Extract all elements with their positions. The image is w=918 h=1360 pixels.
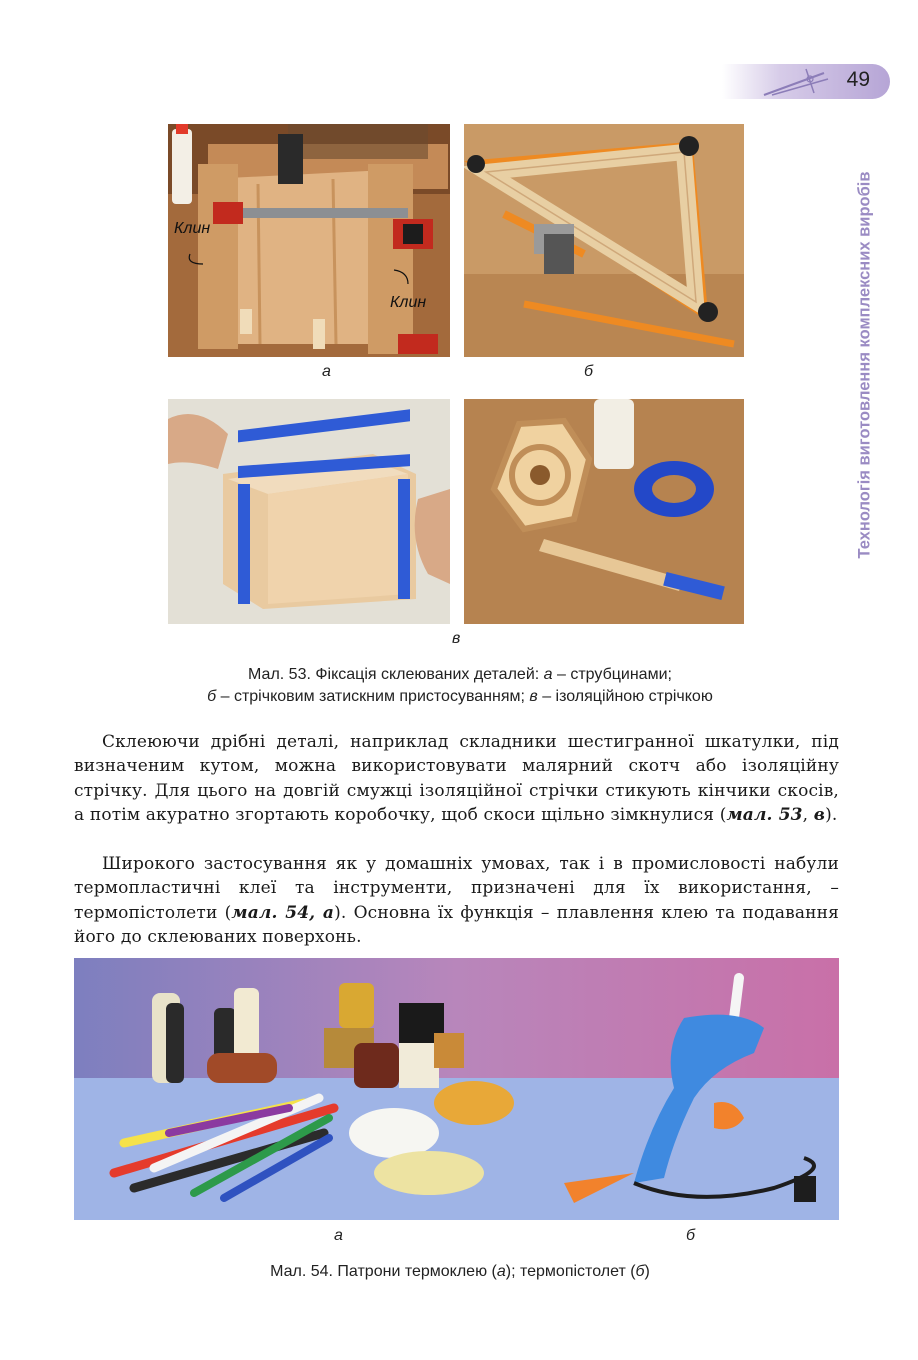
figure54-sub-b: б xyxy=(686,1227,695,1244)
figure53-sub-a: а xyxy=(322,363,331,380)
photo-strap-clamp xyxy=(464,124,744,357)
figure53-caption-line2: б – стрічковим затискним пристосуванням; в – ізоляційною стрічкою xyxy=(207,688,713,705)
photo-glue-sticks-and-gun xyxy=(74,958,839,1220)
photo-box-tape xyxy=(168,399,450,624)
drafting-tools-icon xyxy=(762,67,832,97)
figure54-sub-a: а xyxy=(334,1227,343,1244)
photo-clamp-gluing xyxy=(168,124,450,357)
figure54-caption: Мал. 54. Патрони термоклею (а); термопістолет (б) xyxy=(270,1263,650,1280)
photo-hexagon-box xyxy=(464,399,744,624)
paragraph-2: Широкого застосування як у домашніх умовах, так і в промисловості набули термопластичні клеї та інструменти, призначені для їх використання, – термопістолети (мал. 54, а). Основна їх функція – плавлення клею та подавання його до склеюваних поверхонь. xyxy=(74,854,840,947)
page-number-tab xyxy=(722,64,890,99)
chapter-side-title-text: Технологія виготовлення комплексних виробів xyxy=(855,171,874,559)
label-wedge-1: Клин xyxy=(174,220,211,237)
figure53-caption-line1: Мал. 53. Фіксація склеюваних деталей: а – струбцинами; xyxy=(248,666,672,683)
page-number: 49 xyxy=(846,68,870,91)
label-wedge-2: Клин xyxy=(390,294,427,311)
chapter-side-title xyxy=(845,130,885,600)
figure53-caption xyxy=(110,664,810,708)
paragraph-1: Склеюючи дрібні деталі, наприклад складники шестигранної шкатулки, під визначеним кутом, можна використовувати малярний скотч або ізоляційну стрічку. Для цього на довгій смужці ізоляційної стрічки стикують кінчики скосів, а потім акуратно згортають коробочку, щоб скоси щільно зімкнулися (мал. 53, в). xyxy=(74,732,839,825)
figure53-sub-c: в xyxy=(452,630,461,647)
figure53-sub-b: б xyxy=(584,363,593,380)
